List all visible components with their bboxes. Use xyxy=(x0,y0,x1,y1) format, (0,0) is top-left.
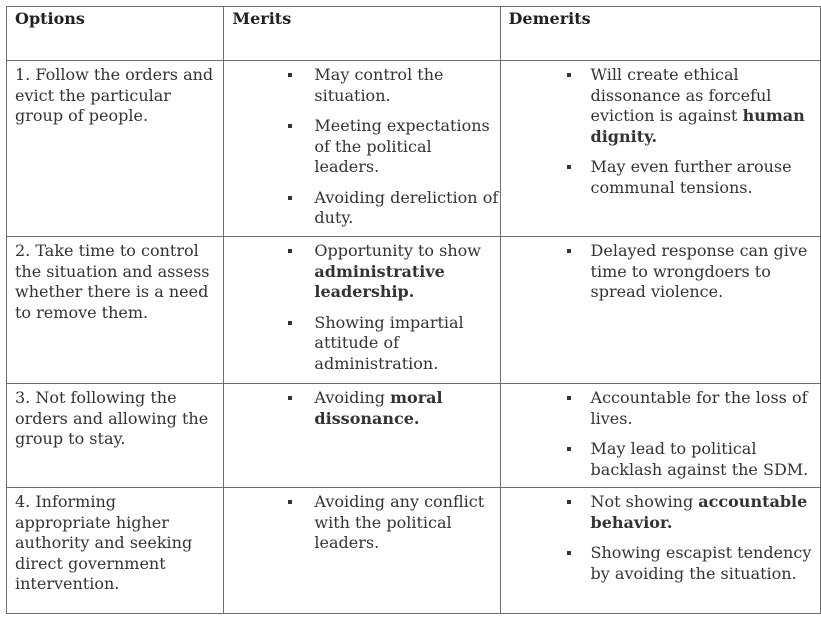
list-item xyxy=(224,116,499,178)
table-body xyxy=(7,61,821,614)
demerits-cell xyxy=(500,237,820,384)
demerits-cell xyxy=(500,384,820,488)
point-text: Accountable for the loss of lives. xyxy=(590,388,808,428)
option-cell: 3. Not following the orders and allowing the group to stay. xyxy=(7,384,224,488)
point-emphasis: administrative leadership. xyxy=(314,261,445,301)
options-table xyxy=(6,6,821,614)
header-options: Options xyxy=(7,7,224,61)
point-text: Avoiding dereliction of duty. xyxy=(314,187,499,227)
merits-list xyxy=(224,492,499,554)
list-item xyxy=(501,157,820,198)
header-merits: Merits xyxy=(224,7,500,61)
table-row xyxy=(7,488,821,614)
list-item xyxy=(501,439,820,480)
demerits-list xyxy=(501,65,820,198)
header-demerits: Demerits xyxy=(500,7,820,61)
demerits-list xyxy=(501,241,820,303)
merits-cell xyxy=(224,384,500,488)
table-row xyxy=(7,237,821,384)
list-item xyxy=(224,388,499,429)
point-text: Not showing xyxy=(590,492,699,511)
header-row xyxy=(7,7,821,61)
point-text: May even further arouse communal tensions. xyxy=(590,157,792,197)
point-text: Will create ethical dissonance as forceful eviction is against xyxy=(590,65,772,125)
point-text: May control the situation. xyxy=(314,65,444,105)
list-item xyxy=(501,65,820,147)
merits-list xyxy=(224,65,499,229)
list-item xyxy=(501,241,820,303)
list-item xyxy=(224,188,499,229)
point-text: Avoiding xyxy=(314,388,391,407)
demerits-list xyxy=(501,492,820,584)
point-text: Opportunity to show xyxy=(314,241,481,260)
point-text: Delayed response can give time to wrongdoers to spread violence. xyxy=(590,241,808,301)
table-row xyxy=(7,384,821,488)
option-cell: 1. Follow the orders and evict the particular group of people. xyxy=(7,61,224,237)
merits-cell xyxy=(224,488,500,614)
list-item xyxy=(224,313,499,375)
point-emphasis: moral dissonance. xyxy=(314,388,443,428)
list-item xyxy=(224,241,499,303)
document-page xyxy=(6,6,821,614)
demerits-cell xyxy=(500,488,820,614)
list-item xyxy=(224,492,499,554)
demerits-list xyxy=(501,388,820,480)
option-cell: 4. Informing appropriate higher authority and seeking direct government intervention. xyxy=(7,488,224,614)
option-cell: 2. Take time to control the situation and assess whether there is a need to remove them. xyxy=(7,237,224,384)
list-item xyxy=(501,492,820,533)
point-text: Meeting expectations of the political leaders. xyxy=(314,116,490,176)
merits-list xyxy=(224,388,499,429)
point-text: Showing impartial attitude of administration. xyxy=(314,312,464,373)
point-emphasis: accountable behavior. xyxy=(590,492,808,532)
list-item xyxy=(224,65,499,106)
point-text: Avoiding any conflict with the political leaders. xyxy=(314,492,485,552)
list-item xyxy=(501,388,820,429)
point-text: Showing escapist tendency by avoiding the situation. xyxy=(590,543,812,583)
point-emphasis: human dignity. xyxy=(590,106,805,146)
table-row xyxy=(7,61,821,237)
demerits-cell xyxy=(500,61,820,237)
merits-cell xyxy=(224,237,500,384)
merits-list xyxy=(224,241,499,374)
merits-cell xyxy=(224,61,500,237)
list-item xyxy=(501,543,820,584)
point-text: May lead to political backlash against the SDM. xyxy=(590,439,809,479)
